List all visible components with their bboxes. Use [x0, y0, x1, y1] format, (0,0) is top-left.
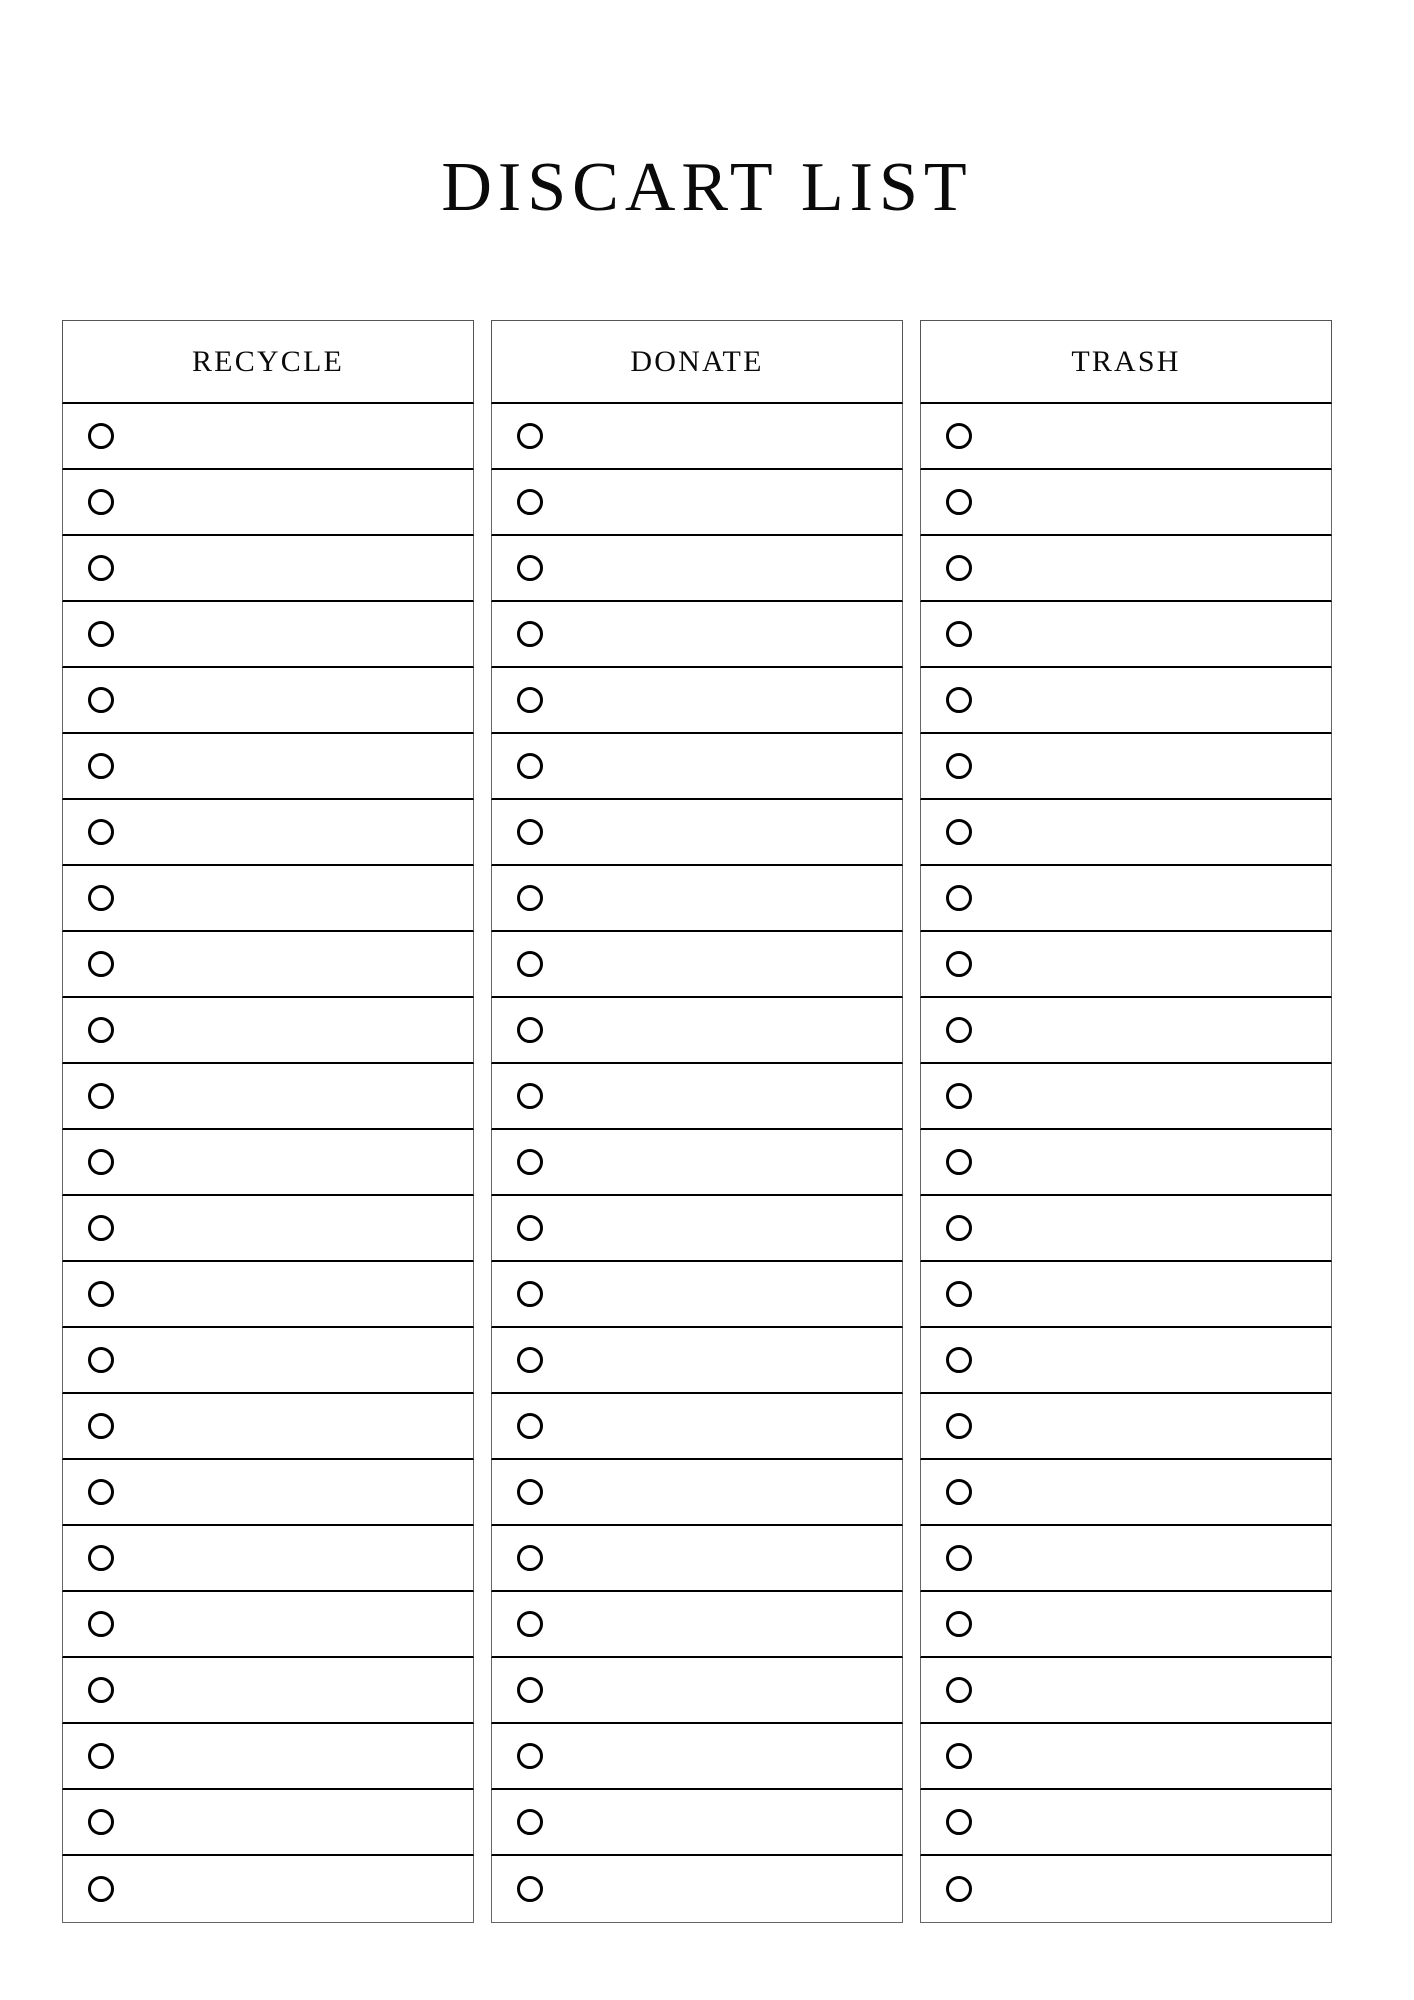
circle-outline-icon[interactable]: [517, 1611, 543, 1637]
checklist-row[interactable]: [62, 998, 474, 1064]
row-write-area[interactable]: [114, 602, 473, 666]
circle-outline-icon[interactable]: [517, 819, 543, 845]
circle-outline-icon[interactable]: [88, 1215, 114, 1241]
checklist-row[interactable]: [920, 998, 1332, 1064]
circle-outline-icon[interactable]: [946, 1149, 972, 1175]
checklist-row[interactable]: [62, 1064, 474, 1130]
checklist-row[interactable]: [920, 668, 1332, 734]
checklist-row[interactable]: [920, 602, 1332, 668]
checklist-row[interactable]: [62, 1460, 474, 1526]
checklist-row[interactable]: [62, 602, 474, 668]
checklist-row[interactable]: [920, 1064, 1332, 1130]
circle-outline-icon[interactable]: [946, 1809, 972, 1835]
row-write-area[interactable]: [543, 800, 902, 864]
row-write-area[interactable]: [543, 1658, 902, 1722]
circle-outline-icon[interactable]: [946, 423, 972, 449]
checklist-row[interactable]: [920, 536, 1332, 602]
checklist-row[interactable]: [491, 1592, 903, 1658]
row-write-area[interactable]: [114, 1196, 473, 1260]
row-write-area[interactable]: [114, 800, 473, 864]
checklist-row[interactable]: [62, 1724, 474, 1790]
circle-outline-icon[interactable]: [88, 1281, 114, 1307]
checklist-row[interactable]: [491, 1196, 903, 1262]
circle-outline-icon[interactable]: [88, 555, 114, 581]
circle-outline-icon[interactable]: [88, 489, 114, 515]
row-write-area[interactable]: [543, 404, 902, 468]
row-write-area[interactable]: [972, 536, 1331, 600]
circle-outline-icon[interactable]: [88, 1743, 114, 1769]
circle-outline-icon[interactable]: [946, 621, 972, 647]
checklist-row[interactable]: [920, 1658, 1332, 1724]
checklist-row[interactable]: [491, 1460, 903, 1526]
circle-outline-icon[interactable]: [946, 1413, 972, 1439]
checklist-row[interactable]: [491, 602, 903, 668]
row-write-area[interactable]: [114, 404, 473, 468]
column-header-trash: [920, 320, 1332, 404]
circle-outline-icon[interactable]: [517, 1479, 543, 1505]
checklist-row[interactable]: [491, 734, 903, 800]
row-write-area[interactable]: [972, 404, 1331, 468]
checklist-column-trash: [920, 320, 1332, 1923]
circle-outline-icon[interactable]: [517, 1149, 543, 1175]
row-write-area[interactable]: [543, 1790, 902, 1854]
circle-outline-icon[interactable]: [946, 1876, 972, 1902]
row-write-area[interactable]: [972, 932, 1331, 996]
row-write-area[interactable]: [543, 932, 902, 996]
circle-outline-icon[interactable]: [88, 423, 114, 449]
circle-outline-icon[interactable]: [517, 423, 543, 449]
row-write-area[interactable]: [972, 1064, 1331, 1128]
row-write-area[interactable]: [972, 470, 1331, 534]
row-write-area[interactable]: [543, 1394, 902, 1458]
row-write-area[interactable]: [114, 1790, 473, 1854]
row-write-area[interactable]: [543, 1328, 902, 1392]
checklist-row[interactable]: [62, 1592, 474, 1658]
checklist-row[interactable]: [62, 1856, 474, 1923]
checklist-row[interactable]: [62, 1130, 474, 1196]
checklist-row[interactable]: [920, 1262, 1332, 1328]
column-header-recycle: [62, 320, 474, 404]
circle-outline-icon[interactable]: [88, 1479, 114, 1505]
row-write-area[interactable]: [114, 536, 473, 600]
row-write-area[interactable]: [114, 734, 473, 798]
row-write-area[interactable]: [972, 1790, 1331, 1854]
row-write-area[interactable]: [114, 1658, 473, 1722]
checklist-row[interactable]: [920, 800, 1332, 866]
circle-outline-icon[interactable]: [517, 1017, 543, 1043]
circle-outline-icon[interactable]: [946, 1083, 972, 1109]
checklist-row[interactable]: [920, 866, 1332, 932]
checklist-row[interactable]: [491, 470, 903, 536]
row-write-area[interactable]: [972, 1130, 1331, 1194]
row-write-area[interactable]: [543, 668, 902, 732]
row-write-area[interactable]: [114, 1130, 473, 1194]
circle-outline-icon[interactable]: [946, 819, 972, 845]
row-write-area[interactable]: [114, 1328, 473, 1392]
checklist-row[interactable]: [62, 734, 474, 800]
circle-outline-icon[interactable]: [517, 885, 543, 911]
row-write-area[interactable]: [114, 1262, 473, 1326]
row-write-area[interactable]: [543, 602, 902, 666]
row-write-area[interactable]: [114, 1394, 473, 1458]
circle-outline-icon[interactable]: [946, 885, 972, 911]
checklist-row[interactable]: [491, 1856, 903, 1923]
checklist-row[interactable]: [920, 470, 1332, 536]
row-write-area[interactable]: [114, 1460, 473, 1524]
checklist-row[interactable]: [920, 1394, 1332, 1460]
row-write-area[interactable]: [543, 734, 902, 798]
row-write-area[interactable]: [972, 668, 1331, 732]
checklist-row[interactable]: [491, 866, 903, 932]
row-write-area[interactable]: [114, 1526, 473, 1590]
circle-outline-icon[interactable]: [946, 1611, 972, 1637]
row-write-area[interactable]: [972, 602, 1331, 666]
checklist-row[interactable]: [62, 1262, 474, 1328]
row-write-area[interactable]: [543, 1130, 902, 1194]
circle-outline-icon[interactable]: [88, 1017, 114, 1043]
checklist-row[interactable]: [491, 668, 903, 734]
circle-outline-icon[interactable]: [517, 1677, 543, 1703]
row-write-area[interactable]: [543, 1526, 902, 1590]
checklist-row[interactable]: [62, 668, 474, 734]
checklist-row[interactable]: [491, 1658, 903, 1724]
circle-outline-icon[interactable]: [946, 687, 972, 713]
checklist-column-recycle: [62, 320, 474, 1923]
checklist-row[interactable]: [920, 1328, 1332, 1394]
circle-outline-icon[interactable]: [946, 1743, 972, 1769]
circle-outline-icon[interactable]: [88, 1083, 114, 1109]
circle-outline-icon[interactable]: [517, 555, 543, 581]
row-write-area[interactable]: [972, 1724, 1331, 1788]
row-write-area[interactable]: [114, 470, 473, 534]
circle-outline-icon[interactable]: [946, 1677, 972, 1703]
checklist-row[interactable]: [62, 1526, 474, 1592]
circle-outline-icon[interactable]: [946, 1347, 972, 1373]
checklist-row[interactable]: [62, 1658, 474, 1724]
circle-outline-icon[interactable]: [946, 753, 972, 779]
circle-outline-icon[interactable]: [517, 1809, 543, 1835]
circle-outline-icon[interactable]: [88, 1876, 114, 1902]
checklist-row[interactable]: [920, 1526, 1332, 1592]
circle-outline-icon[interactable]: [946, 1545, 972, 1571]
checklist-row[interactable]: [491, 1526, 903, 1592]
row-write-area[interactable]: [114, 1856, 473, 1922]
circle-outline-icon[interactable]: [88, 1809, 114, 1835]
checklist-row[interactable]: [62, 404, 474, 470]
checklist-row[interactable]: [62, 1196, 474, 1262]
row-write-area[interactable]: [114, 1724, 473, 1788]
circle-outline-icon[interactable]: [517, 1743, 543, 1769]
checklist-row[interactable]: [491, 1724, 903, 1790]
row-write-area[interactable]: [972, 1526, 1331, 1590]
checklist-rows-trash: [920, 404, 1332, 1923]
checklist-columns: [62, 320, 1332, 1923]
checklist-row[interactable]: [491, 536, 903, 602]
circle-outline-icon[interactable]: [517, 621, 543, 647]
column-header-label: TRASH: [1071, 344, 1181, 378]
row-write-area[interactable]: [972, 1460, 1331, 1524]
row-write-area[interactable]: [972, 1328, 1331, 1392]
row-write-area[interactable]: [972, 866, 1331, 930]
checklist-row[interactable]: [491, 1328, 903, 1394]
row-write-area[interactable]: [543, 866, 902, 930]
checklist-row[interactable]: [491, 404, 903, 470]
checklist-rows-donate: [491, 404, 903, 1923]
row-write-area[interactable]: [543, 1724, 902, 1788]
checklist-row[interactable]: [920, 734, 1332, 800]
checklist-row[interactable]: [62, 866, 474, 932]
circle-outline-icon[interactable]: [517, 951, 543, 977]
row-write-area[interactable]: [543, 998, 902, 1062]
row-write-area[interactable]: [543, 1592, 902, 1656]
row-write-area[interactable]: [972, 998, 1331, 1062]
row-write-area[interactable]: [972, 1394, 1331, 1458]
row-write-area[interactable]: [543, 470, 902, 534]
checklist-row[interactable]: [491, 1790, 903, 1856]
row-write-area[interactable]: [114, 1064, 473, 1128]
circle-outline-icon[interactable]: [88, 819, 114, 845]
circle-outline-icon[interactable]: [517, 1545, 543, 1571]
checklist-row[interactable]: [920, 932, 1332, 998]
row-write-area[interactable]: [972, 800, 1331, 864]
row-write-area[interactable]: [114, 1592, 473, 1656]
row-write-area[interactable]: [972, 1658, 1331, 1722]
page-title: DISCART LIST: [441, 148, 973, 226]
row-write-area[interactable]: [543, 536, 902, 600]
circle-outline-icon[interactable]: [88, 885, 114, 911]
row-write-area[interactable]: [114, 866, 473, 930]
checklist-row[interactable]: [62, 536, 474, 602]
checklist-row[interactable]: [491, 1064, 903, 1130]
row-write-area[interactable]: [114, 998, 473, 1062]
row-write-area[interactable]: [972, 1592, 1331, 1656]
circle-outline-icon[interactable]: [517, 1413, 543, 1439]
row-write-area[interactable]: [543, 1460, 902, 1524]
circle-outline-icon[interactable]: [88, 1677, 114, 1703]
checklist-row[interactable]: [62, 1394, 474, 1460]
checklist-row[interactable]: [62, 470, 474, 536]
checklist-row[interactable]: [920, 404, 1332, 470]
circle-outline-icon[interactable]: [517, 1876, 543, 1902]
circle-outline-icon[interactable]: [88, 1149, 114, 1175]
circle-outline-icon[interactable]: [517, 489, 543, 515]
checklist-row[interactable]: [920, 1460, 1332, 1526]
circle-outline-icon[interactable]: [946, 951, 972, 977]
circle-outline-icon[interactable]: [88, 1545, 114, 1571]
checklist-row[interactable]: [920, 1196, 1332, 1262]
checklist-row[interactable]: [62, 1790, 474, 1856]
checklist-row[interactable]: [491, 932, 903, 998]
circle-outline-icon[interactable]: [517, 687, 543, 713]
checklist-row[interactable]: [491, 1130, 903, 1196]
circle-outline-icon[interactable]: [517, 1347, 543, 1373]
circle-outline-icon[interactable]: [946, 1215, 972, 1241]
circle-outline-icon[interactable]: [517, 1215, 543, 1241]
circle-outline-icon[interactable]: [946, 555, 972, 581]
row-write-area[interactable]: [543, 1262, 902, 1326]
checklist-row[interactable]: [491, 800, 903, 866]
checklist-row[interactable]: [491, 998, 903, 1064]
circle-outline-icon[interactable]: [946, 489, 972, 515]
checklist-row[interactable]: [920, 1130, 1332, 1196]
circle-outline-icon[interactable]: [946, 1281, 972, 1307]
circle-outline-icon[interactable]: [88, 1611, 114, 1637]
row-write-area[interactable]: [114, 932, 473, 996]
row-write-area[interactable]: [543, 1856, 902, 1922]
checklist-row[interactable]: [491, 1394, 903, 1460]
row-write-area[interactable]: [972, 734, 1331, 798]
circle-outline-icon[interactable]: [517, 753, 543, 779]
circle-outline-icon[interactable]: [517, 1281, 543, 1307]
row-write-area[interactable]: [972, 1196, 1331, 1260]
circle-outline-icon[interactable]: [88, 951, 114, 977]
checklist-row[interactable]: [491, 1262, 903, 1328]
column-header-label: DONATE: [630, 344, 764, 378]
circle-outline-icon[interactable]: [517, 1083, 543, 1109]
checklist-row[interactable]: [920, 1724, 1332, 1790]
circle-outline-icon[interactable]: [88, 753, 114, 779]
circle-outline-icon[interactable]: [88, 1347, 114, 1373]
checklist-row[interactable]: [920, 1592, 1332, 1658]
row-write-area[interactable]: [543, 1064, 902, 1128]
checklist-row[interactable]: [920, 1856, 1332, 1923]
row-write-area[interactable]: [972, 1262, 1331, 1326]
row-write-area[interactable]: [114, 668, 473, 732]
circle-outline-icon[interactable]: [88, 621, 114, 647]
checklist-row[interactable]: [62, 800, 474, 866]
column-header-donate: [491, 320, 903, 404]
checklist-row[interactable]: [62, 1328, 474, 1394]
circle-outline-icon[interactable]: [946, 1017, 972, 1043]
circle-outline-icon[interactable]: [946, 1479, 972, 1505]
checklist-column-donate: [491, 320, 903, 1923]
row-write-area[interactable]: [543, 1196, 902, 1260]
checklist-row[interactable]: [920, 1790, 1332, 1856]
row-write-area[interactable]: [972, 1856, 1331, 1922]
circle-outline-icon[interactable]: [88, 1413, 114, 1439]
checklist-rows-recycle: [62, 404, 474, 1923]
checklist-row[interactable]: [62, 932, 474, 998]
circle-outline-icon[interactable]: [88, 687, 114, 713]
column-header-label: RECYCLE: [191, 344, 345, 378]
